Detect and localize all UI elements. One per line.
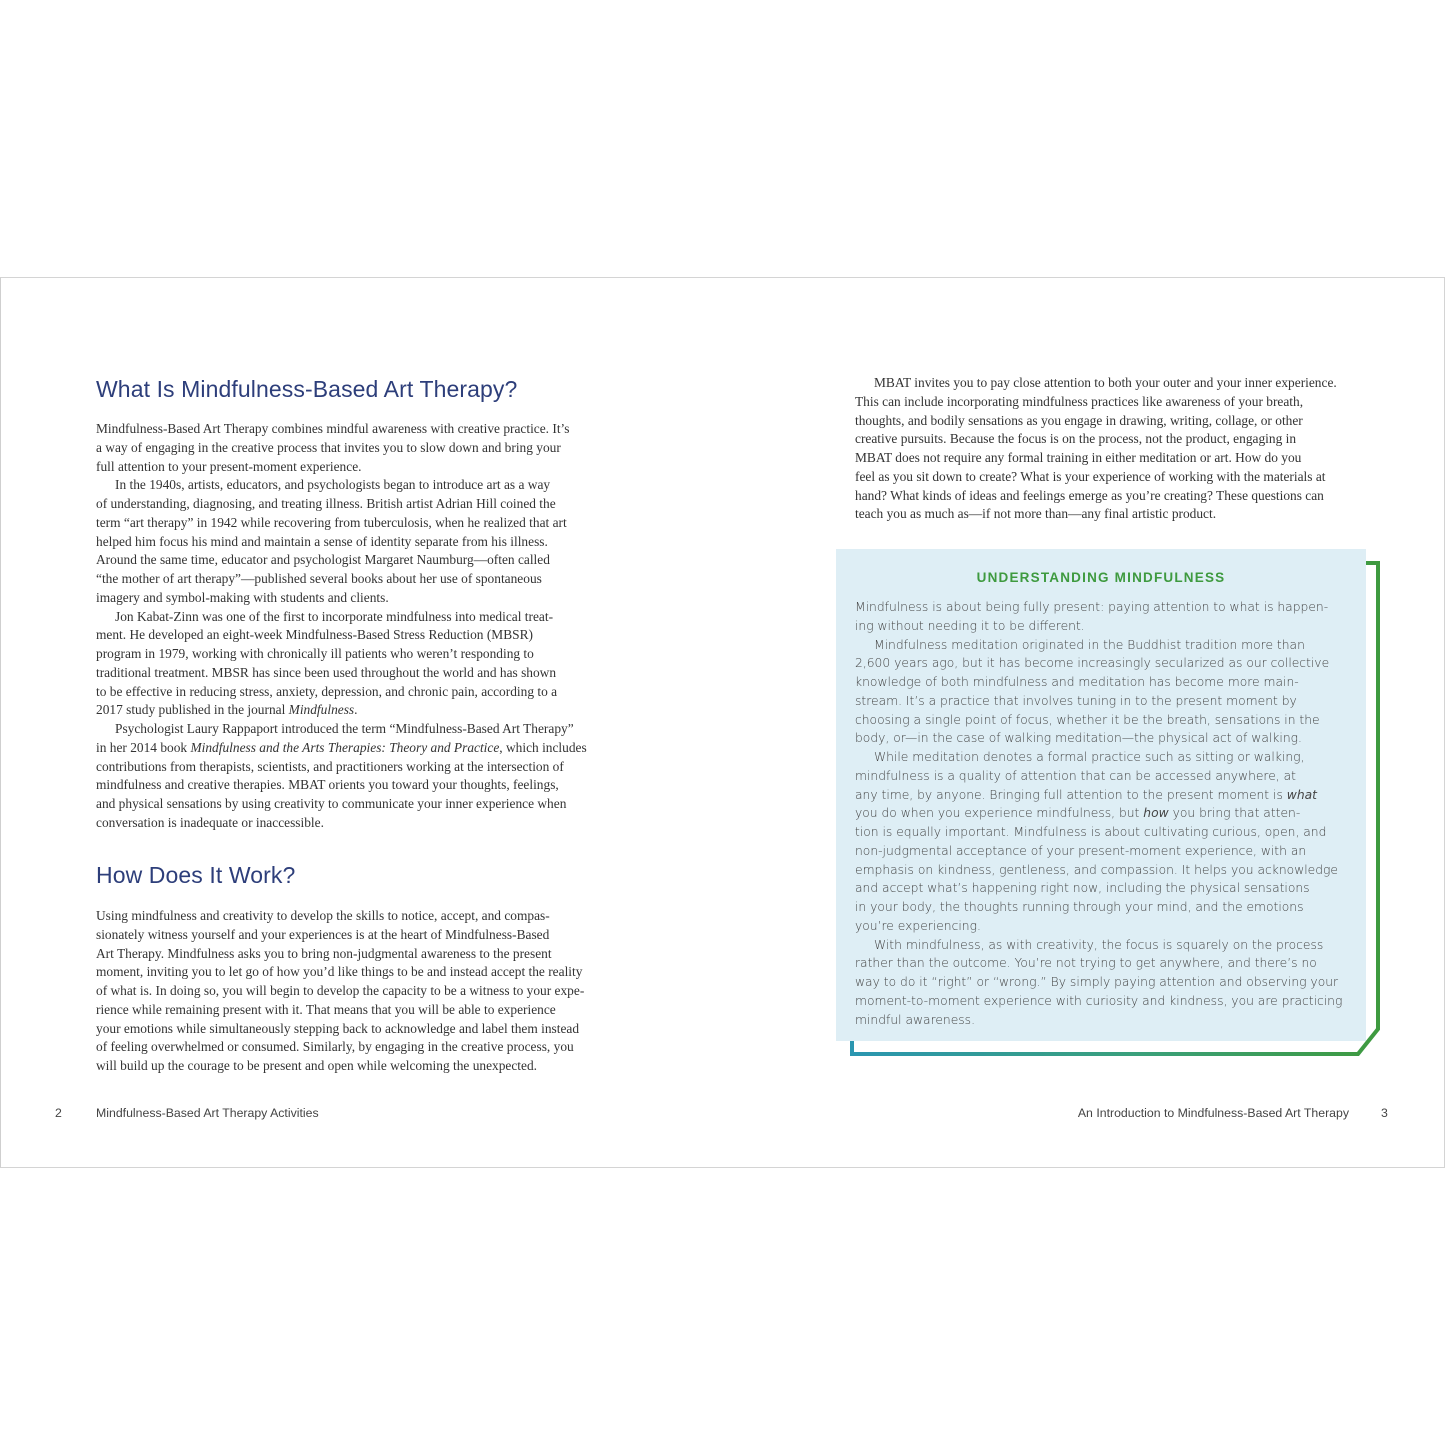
text-line: and physical sensations by using creativity to communicate your inner experience when xyxy=(96,796,567,811)
text-line: helped him focus his mind and maintain a sense of identity separate from his illness. xyxy=(96,533,548,549)
text-line: MBAT does not require any formal training in either meditation or art. How do you xyxy=(855,450,1302,465)
text-line: ing without needing it to be different. xyxy=(855,618,1085,633)
text-line: your emotions while simultaneously stepping back to acknowledge and label them instead xyxy=(96,1020,580,1036)
text-line: With mindfulness, as with creativity, the focus is squarely on the process xyxy=(874,937,1324,952)
text-line: ment. He developed an eight-week Mindfulness-Based Stress Reduction (MBSR) xyxy=(96,627,533,643)
text-line: choosing a single point of focus, whether it be the breath, sensations in the xyxy=(855,712,1320,727)
text-line: mindfulness and creative therapies. MBAT orients you toward your thoughts, feelings, xyxy=(96,777,559,793)
text-line: teach you as much as—if not more than—any final artistic product. xyxy=(855,506,1217,522)
text-line: emphasis on kindness, gentleness, and compassion. It helps you acknowledge xyxy=(855,862,1338,877)
how-it-works-paragraph xyxy=(96,907,584,1076)
text-line: body, or—in the case of walking meditation—the physical act of walking. xyxy=(855,731,1302,746)
text-line: Jon Kabat-Zinn was one of the first to incorporate mindfulness into medical treat- xyxy=(115,608,554,624)
text-line: rather than the outcome. You’re not trying to get anywhere, and there’s no xyxy=(855,956,1317,971)
text-line: of feeling overwhelmed or consumed. Similarly, by engaging in the creative process, you xyxy=(96,1039,574,1055)
text-line: will build up the courage to be present and open while welcoming the unexpected. xyxy=(96,1058,538,1073)
text-line: Mindfulness meditation originated in the Buddhist tradition more than xyxy=(874,637,1305,652)
text-line: conversation is inadequate or inaccessible. xyxy=(96,814,324,830)
text-line: and accept what’s happening right now, including the physical sensations xyxy=(855,881,1310,896)
text-line: to be effective in reducing stress, anxiety, depression, and chronic pain, according to a xyxy=(96,683,558,699)
text-line: While meditation denotes a formal practice such as sitting or walking, xyxy=(874,750,1305,764)
text-segment: you do when you experience mindfulness, but xyxy=(855,806,1144,821)
text-line: non-judgmental acceptance of your present-moment experience, with an xyxy=(855,843,1307,858)
text-line: Using mindfulness and creativity to develop the skills to notice, accept, and compas- xyxy=(96,908,550,923)
text-line: of what is. In doing so, you will begin to develop the capacity to be a witness to your expe- xyxy=(96,983,585,998)
text-line: In the 1940s, artists, educators, and psychologists began to introduce art as a way xyxy=(115,477,551,493)
text-line: moment-to-moment experience with curiosity and kindness, you are practicing xyxy=(855,993,1343,1008)
text-line: 2,600 years ago, but it has become increasingly secularized as our collective xyxy=(855,656,1330,671)
text-line: Art Therapy. Mindfulness asks you to bring non-judgmental awareness to the present xyxy=(96,945,552,961)
text-line: Mindfulness-Based Art Therapy combines mindful awareness with creative practice. It’s xyxy=(96,421,570,436)
text-line: you’re experiencing. xyxy=(855,918,981,933)
page-number-right: 3 xyxy=(1381,1106,1388,1120)
emphasis-word: how xyxy=(1143,806,1169,821)
text-line: creative pursuits. Because the focus is on the process, not the product, engaging in xyxy=(855,431,1297,447)
heading-how-does-it-work: How Does It Work? xyxy=(96,862,296,888)
text-line: contributions from therapists, scientists, and practitioners working at the intersection of xyxy=(96,758,564,774)
running-footer-right: An Introduction to Mindfulness-Based Art Therapy xyxy=(1077,1106,1349,1120)
sidebar-text xyxy=(855,598,1342,1029)
running-footer-left: Mindfulness-Based Art Therapy Activities xyxy=(96,1106,319,1120)
text-line: Around the same time, educator and psychologist Margaret Naumburg—often called xyxy=(96,552,550,568)
text-line: full attention to your present-moment experience. xyxy=(96,458,362,474)
text-line xyxy=(96,701,587,720)
text-segment: , which includes xyxy=(499,739,587,755)
text-segment: you bring that atten- xyxy=(1168,806,1301,821)
text-line: a way of engaging in the creative process that invites you to slow down and bring your xyxy=(96,439,561,455)
text-line: Psychologist Laury Rappaport introduced the term “Mindfulness-Based Art Therapy” xyxy=(115,721,574,736)
text-line: mindfulness is a quality of attention that can be accessed anywhere, at xyxy=(855,768,1296,783)
book-title: Mindfulness and the Arts Therapies: Theory and Practice xyxy=(190,739,500,755)
text-line: MBAT invites you to pay close attention to both your outer and your inner experience. xyxy=(874,375,1337,390)
page-number-left: 2 xyxy=(55,1106,62,1120)
heading-what-is-mbat: What Is Mindfulness-Based Art Therapy? xyxy=(96,376,518,402)
text-line: Mindfulness is about being fully present: paying attention to what is happen- xyxy=(855,600,1329,614)
text-segment: in her 2014 book xyxy=(96,739,191,755)
text-line: This can include incorporating mindfulness practices like awareness of your breath, xyxy=(855,393,1304,409)
intro-paragraph xyxy=(96,420,587,833)
text-line: traditional treatment. MBSR has since been used throughout the world and has shown xyxy=(96,664,557,680)
text-segment: 2017 study published in the journal xyxy=(96,702,289,718)
text-line: moment, inviting you to let go of how you’d like things to be and instead accept the reality xyxy=(96,964,583,980)
text-line: program in 1979, working with chronically ill patients who weren’t responding to xyxy=(96,646,534,661)
text-line: “the mother of art therapy”—published several books about her use of spontaneous xyxy=(96,571,542,586)
text-segment: any time, by anyone. Bringing full attention to the present moment is xyxy=(855,787,1287,802)
sidebar-title: UNDERSTANDING MINDFULNESS xyxy=(976,570,1226,585)
text-line: way to do it “right” or “wrong.” By simply paying attention and observing your xyxy=(855,975,1339,989)
text-line xyxy=(855,804,1342,823)
text-line: sionately witness yourself and your experiences is at the heart of Mindfulness-Based xyxy=(96,926,550,942)
mbat-paragraph xyxy=(855,374,1337,524)
text-line: hand? What kinds of ideas and feelings emerge as you’re creating? These questions can xyxy=(855,487,1324,503)
text-line: tion is equally important. Mindfulness is about cultivating curious, open, and xyxy=(855,825,1327,839)
text-line: of understanding, diagnosing, and treating illness. British artist Adrian Hill coined the xyxy=(96,496,556,511)
text-line: stream. It’s a practice that involves tuning in to the present moment by xyxy=(855,693,1297,708)
emphasis-word: what xyxy=(1286,787,1317,802)
text-segment: . xyxy=(354,702,358,718)
text-line: feel as you sit down to create? What is your experience of working with the materials at xyxy=(855,468,1326,484)
journal-title: Mindfulness xyxy=(288,702,355,718)
text-line xyxy=(96,739,587,758)
text-line: imagery and symbol-making with students and clients. xyxy=(96,589,389,605)
text-line: thoughts, and bodily sensations as you engage in drawing, writing, collage, or other xyxy=(855,412,1303,428)
text-line: term “art therapy” in 1942 while recovering from tuberculosis, when he realized that art xyxy=(96,514,567,530)
text-line xyxy=(855,786,1342,805)
text-line: knowledge of both mindfulness and meditation has become more main- xyxy=(855,675,1299,689)
text-line: in your body, the thoughts running through your mind, and the emotions xyxy=(855,900,1304,914)
text-line: mindful awareness. xyxy=(855,1012,976,1027)
text-line: rience while remaining present with it. That means that you will be able to experience xyxy=(96,1001,556,1017)
